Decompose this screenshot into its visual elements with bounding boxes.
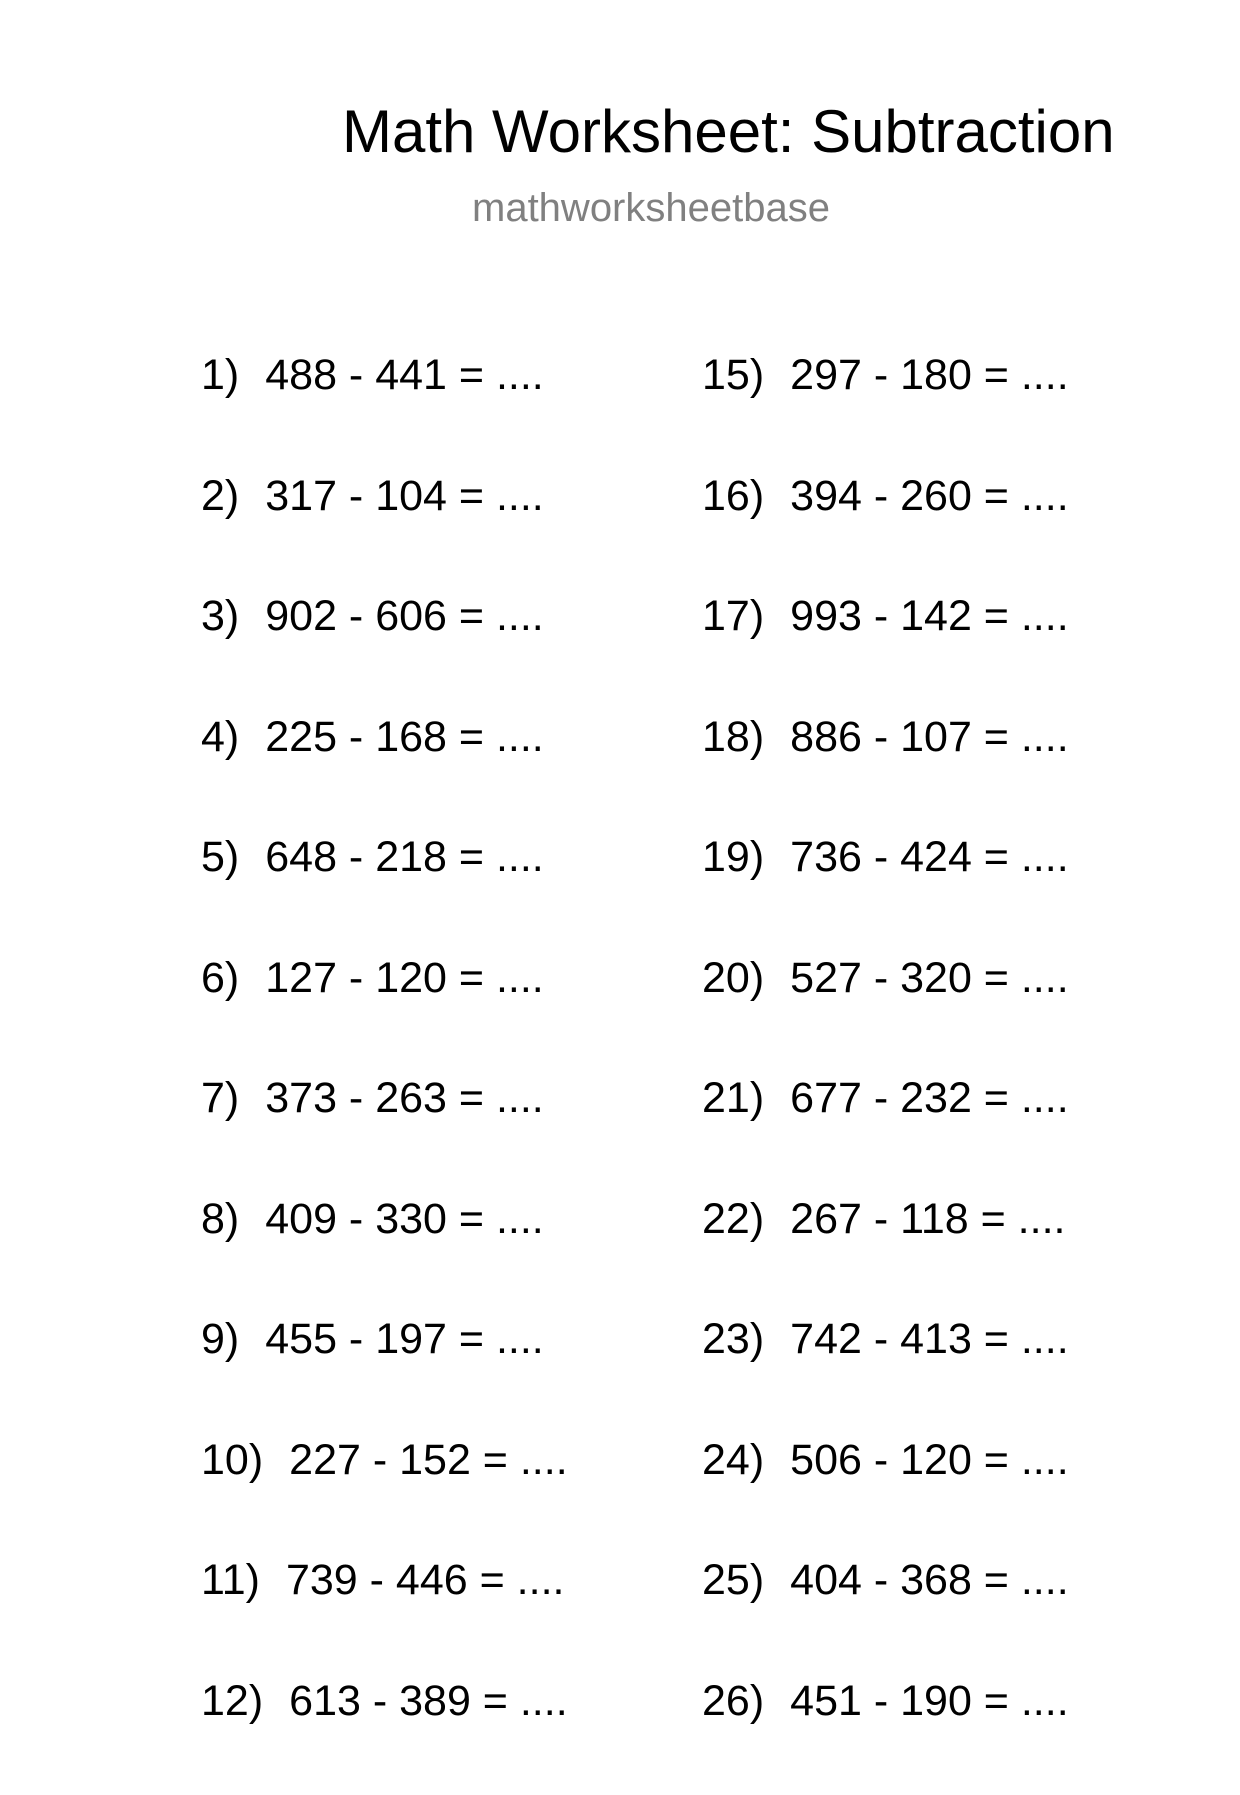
problem-expression: 317 - 104 = .... bbox=[265, 472, 544, 520]
problem-item bbox=[201, 590, 568, 711]
problem-item bbox=[201, 952, 568, 1073]
problem-item bbox=[702, 349, 1069, 470]
problem-number: 5) bbox=[201, 831, 239, 883]
problem-number: 3) bbox=[201, 590, 239, 642]
problem-expression: 613 - 389 = .... bbox=[289, 1677, 568, 1725]
problem-number: 1) bbox=[201, 349, 239, 401]
problem-item bbox=[702, 711, 1069, 832]
problem-number: 15) bbox=[702, 349, 764, 401]
problem-expression: 297 - 180 = .... bbox=[790, 351, 1069, 399]
problem-expression: 225 - 168 = .... bbox=[265, 713, 544, 761]
problem-number: 8) bbox=[201, 1193, 239, 1245]
problem-item bbox=[201, 349, 568, 470]
problem-item bbox=[201, 711, 568, 832]
problem-number: 6) bbox=[201, 952, 239, 1004]
problem-number: 18) bbox=[702, 711, 764, 763]
problem-item bbox=[201, 831, 568, 952]
problem-expression: 886 - 107 = .... bbox=[790, 713, 1069, 761]
problem-item bbox=[201, 1434, 568, 1555]
problem-number: 26) bbox=[702, 1675, 764, 1727]
problem-item bbox=[702, 952, 1069, 1073]
problem-item bbox=[702, 1434, 1069, 1555]
problem-expression: 267 - 118 = .... bbox=[790, 1195, 1065, 1243]
problem-item bbox=[702, 590, 1069, 711]
problem-item bbox=[702, 1072, 1069, 1193]
problem-number: 7) bbox=[201, 1072, 239, 1124]
problem-item bbox=[201, 1675, 568, 1795]
problem-expression: 488 - 441 = .... bbox=[265, 351, 544, 399]
problems-left-column bbox=[201, 349, 568, 1795]
problem-number: 4) bbox=[201, 711, 239, 763]
problem-expression: 677 - 232 = .... bbox=[790, 1074, 1069, 1122]
problem-number: 17) bbox=[702, 590, 764, 642]
problem-number: 9) bbox=[201, 1313, 239, 1365]
problem-item bbox=[201, 1554, 568, 1675]
problem-expression: 404 - 368 = .... bbox=[790, 1556, 1069, 1604]
problem-expression: 648 - 218 = .... bbox=[265, 833, 544, 881]
problem-item bbox=[702, 1193, 1069, 1314]
problem-expression: 394 - 260 = .... bbox=[790, 472, 1069, 520]
problems-right-column bbox=[702, 349, 1069, 1795]
problem-expression: 736 - 424 = .... bbox=[790, 833, 1069, 881]
problem-number: 12) bbox=[201, 1675, 263, 1727]
problem-item bbox=[201, 1313, 568, 1434]
problem-number: 25) bbox=[702, 1554, 764, 1606]
problem-number: 24) bbox=[702, 1434, 764, 1486]
problem-number: 19) bbox=[702, 831, 764, 883]
problem-expression: 527 - 320 = .... bbox=[790, 954, 1069, 1002]
problem-expression: 506 - 120 = .... bbox=[790, 1436, 1069, 1484]
problem-number: 11) bbox=[201, 1554, 260, 1606]
worksheet-source: mathworksheetbase bbox=[472, 184, 830, 232]
problem-expression: 742 - 413 = .... bbox=[790, 1315, 1069, 1363]
problem-number: 21) bbox=[702, 1072, 764, 1124]
problem-item bbox=[702, 1554, 1069, 1675]
problem-number: 23) bbox=[702, 1313, 764, 1365]
problem-expression: 993 - 142 = .... bbox=[790, 592, 1069, 640]
problem-number: 2) bbox=[201, 470, 239, 522]
worksheet-title: Math Worksheet: Subtraction bbox=[342, 96, 1115, 168]
problem-expression: 127 - 120 = .... bbox=[265, 954, 544, 1002]
problem-item bbox=[702, 1313, 1069, 1434]
problem-number: 20) bbox=[702, 952, 764, 1004]
problem-expression: 409 - 330 = .... bbox=[265, 1195, 544, 1243]
problem-item bbox=[201, 470, 568, 591]
problem-item bbox=[702, 1675, 1069, 1795]
problem-expression: 739 - 446 = .... bbox=[286, 1556, 565, 1604]
problem-expression: 373 - 263 = .... bbox=[265, 1074, 544, 1122]
problem-expression: 227 - 152 = .... bbox=[289, 1436, 568, 1484]
problem-number: 22) bbox=[702, 1193, 764, 1245]
problem-number: 16) bbox=[702, 470, 764, 522]
problem-item bbox=[702, 470, 1069, 591]
problem-expression: 451 - 190 = .... bbox=[790, 1677, 1069, 1725]
problem-expression: 902 - 606 = .... bbox=[265, 592, 544, 640]
problem-number: 10) bbox=[201, 1434, 263, 1486]
problem-item bbox=[201, 1193, 568, 1314]
problem-item bbox=[702, 831, 1069, 952]
problem-expression: 455 - 197 = .... bbox=[265, 1315, 544, 1363]
problem-item bbox=[201, 1072, 568, 1193]
